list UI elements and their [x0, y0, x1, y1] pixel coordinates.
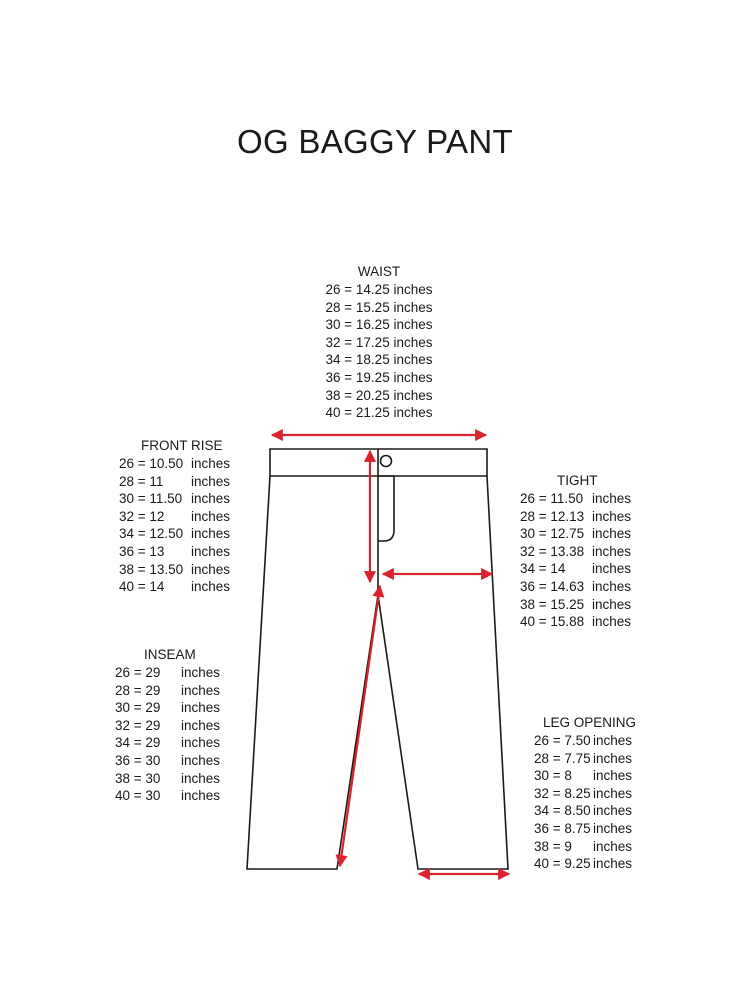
unit-label: inches — [592, 491, 632, 506]
size-value: 32 = 29 — [115, 717, 161, 733]
size-value: 34 = 12.50 — [119, 526, 184, 542]
unit-label: inches — [181, 788, 221, 804]
inseam-row — [115, 682, 245, 700]
leg-opening-row — [534, 785, 664, 803]
unit-label: inches — [592, 508, 632, 524]
waist-heading: WAIST — [357, 264, 401, 279]
unit-label: inches — [191, 579, 231, 595]
unit-label: inches — [181, 770, 221, 786]
unit-label: inches — [191, 473, 231, 489]
unit-label: inches — [593, 785, 633, 801]
front-rise-row — [119, 490, 259, 508]
unit-label: inches — [191, 526, 231, 542]
size-value: 28 = 29 — [115, 682, 161, 698]
inseam-row — [115, 787, 245, 805]
front-rise-row — [119, 561, 259, 579]
leg-opening-row — [534, 838, 664, 856]
size-value: 26 = 10.50 — [119, 456, 184, 471]
left-leg — [247, 476, 378, 869]
inseam-arrow — [340, 586, 380, 866]
size-value: 26 = 11.50 — [520, 491, 584, 506]
unit-label: inches — [592, 543, 632, 559]
size-value: 38 = 30 — [115, 770, 161, 786]
size-value: 30 = 11.50 — [119, 491, 183, 507]
unit-label: inches — [593, 733, 633, 748]
unit-label: inches — [181, 700, 221, 716]
inseam-row — [115, 717, 245, 735]
size-value: 34 = 29 — [115, 735, 161, 751]
unit-label: inches — [593, 820, 633, 836]
front-rise-row — [119, 543, 259, 561]
inseam-row — [115, 699, 245, 717]
size-value: 40 = 14 — [119, 579, 165, 595]
leg-opening-block — [534, 714, 664, 873]
front-rise-row — [119, 473, 259, 491]
measurement-arrows — [272, 435, 509, 874]
size-value: 28 = 11 — [119, 473, 164, 489]
size-value: 38 = 13.50 — [119, 561, 184, 577]
size-value: 36 = 8.75 — [534, 820, 591, 836]
right-leg — [378, 476, 508, 869]
tight-row — [520, 560, 660, 578]
size-value: 32 = 8.25 — [534, 785, 591, 801]
leg-opening-heading: LEG OPENING — [543, 715, 637, 730]
front-rise-row — [119, 508, 259, 526]
size-value: 36 = 30 — [115, 752, 161, 768]
size-value: 40 = 30 — [115, 788, 161, 804]
tight-row — [520, 613, 660, 631]
waist-row: 28 = 15.25 inches — [325, 299, 433, 315]
leg-opening-row — [534, 767, 664, 785]
unit-label: inches — [592, 578, 632, 594]
unit-label: inches — [593, 750, 633, 766]
unit-label: inches — [181, 717, 221, 733]
unit-label: inches — [191, 456, 231, 471]
waist-row: 32 = 17.25 inches — [325, 334, 433, 350]
waist-row: 26 = 14.25 inches — [325, 282, 433, 297]
waist-row: 40 = 21.25 inches — [325, 405, 433, 421]
unit-label: inches — [593, 803, 633, 819]
size-value: 38 = 9 — [534, 838, 572, 854]
size-value: 32 = 12 — [119, 508, 165, 524]
inseam-row — [115, 752, 245, 770]
front-rise-row — [119, 455, 259, 473]
size-value: 32 = 13.38 — [520, 543, 585, 559]
inseam-heading: INSEAM — [144, 647, 196, 662]
page-title: OG BAGGY PANT — [237, 123, 513, 160]
size-value: 34 = 8.50 — [534, 803, 591, 819]
waist-row: 34 = 18.25 inches — [325, 352, 433, 368]
unit-label: inches — [593, 838, 633, 854]
tight-row — [520, 596, 660, 614]
tight-row — [520, 578, 660, 596]
unit-label: inches — [181, 665, 221, 680]
tight-heading: TIGHT — [557, 473, 598, 488]
inseam-row — [115, 734, 245, 752]
leg-opening-row — [534, 820, 664, 838]
tight-block — [520, 472, 660, 631]
unit-label: inches — [592, 561, 632, 577]
size-value: 28 = 7.75 — [534, 750, 591, 766]
waist-block — [279, 263, 479, 422]
waist-row: 36 = 19.25 inches — [325, 369, 433, 385]
unit-label: inches — [191, 561, 231, 577]
inseam-row — [115, 664, 245, 682]
tight-row — [520, 525, 660, 543]
waist-row: 30 = 16.25 inches — [325, 317, 433, 333]
front-rise-row — [119, 525, 259, 543]
leg-opening-row — [534, 855, 664, 873]
front-rise-block — [119, 437, 259, 596]
front-rise-heading: FRONT RISE — [141, 438, 223, 453]
size-value: 36 = 13 — [119, 543, 165, 559]
unit-label: inches — [593, 856, 633, 872]
size-value: 40 = 15.88 — [520, 614, 585, 630]
unit-label: inches — [191, 508, 231, 524]
size-value: 34 = 14 — [520, 561, 566, 577]
size-value: 36 = 14.63 — [520, 578, 585, 594]
unit-label: inches — [191, 491, 231, 507]
waist-row: 38 = 20.25 inches — [325, 387, 433, 403]
pant-outline — [247, 449, 508, 869]
unit-label: inches — [593, 768, 633, 784]
size-value: 30 = 29 — [115, 700, 161, 716]
size-value: 38 = 15.25 — [520, 596, 585, 612]
size-value: 30 = 8 — [534, 768, 572, 784]
fly-stitch — [378, 476, 394, 541]
size-value: 40 = 9.25 — [534, 856, 591, 872]
size-value: 26 = 7.50 — [534, 733, 591, 748]
tight-row — [520, 508, 660, 526]
inseam-row — [115, 770, 245, 788]
leg-opening-row — [534, 802, 664, 820]
inseam-block — [115, 646, 245, 805]
size-value: 30 = 12.75 — [520, 526, 585, 542]
tight-row — [520, 490, 660, 508]
front-rise-row — [119, 578, 259, 596]
unit-label: inches — [592, 614, 632, 630]
unit-label: inches — [181, 752, 221, 768]
tight-row — [520, 543, 660, 561]
size-value: 26 = 29 — [115, 665, 161, 680]
unit-label: inches — [181, 735, 221, 751]
unit-label: inches — [592, 526, 632, 542]
unit-label: inches — [181, 682, 221, 698]
leg-opening-row — [534, 732, 664, 750]
waist-button — [381, 456, 392, 467]
unit-label: inches — [191, 543, 231, 559]
leg-opening-row — [534, 750, 664, 768]
unit-label: inches — [592, 596, 632, 612]
size-value: 28 = 12.13 — [520, 508, 585, 524]
